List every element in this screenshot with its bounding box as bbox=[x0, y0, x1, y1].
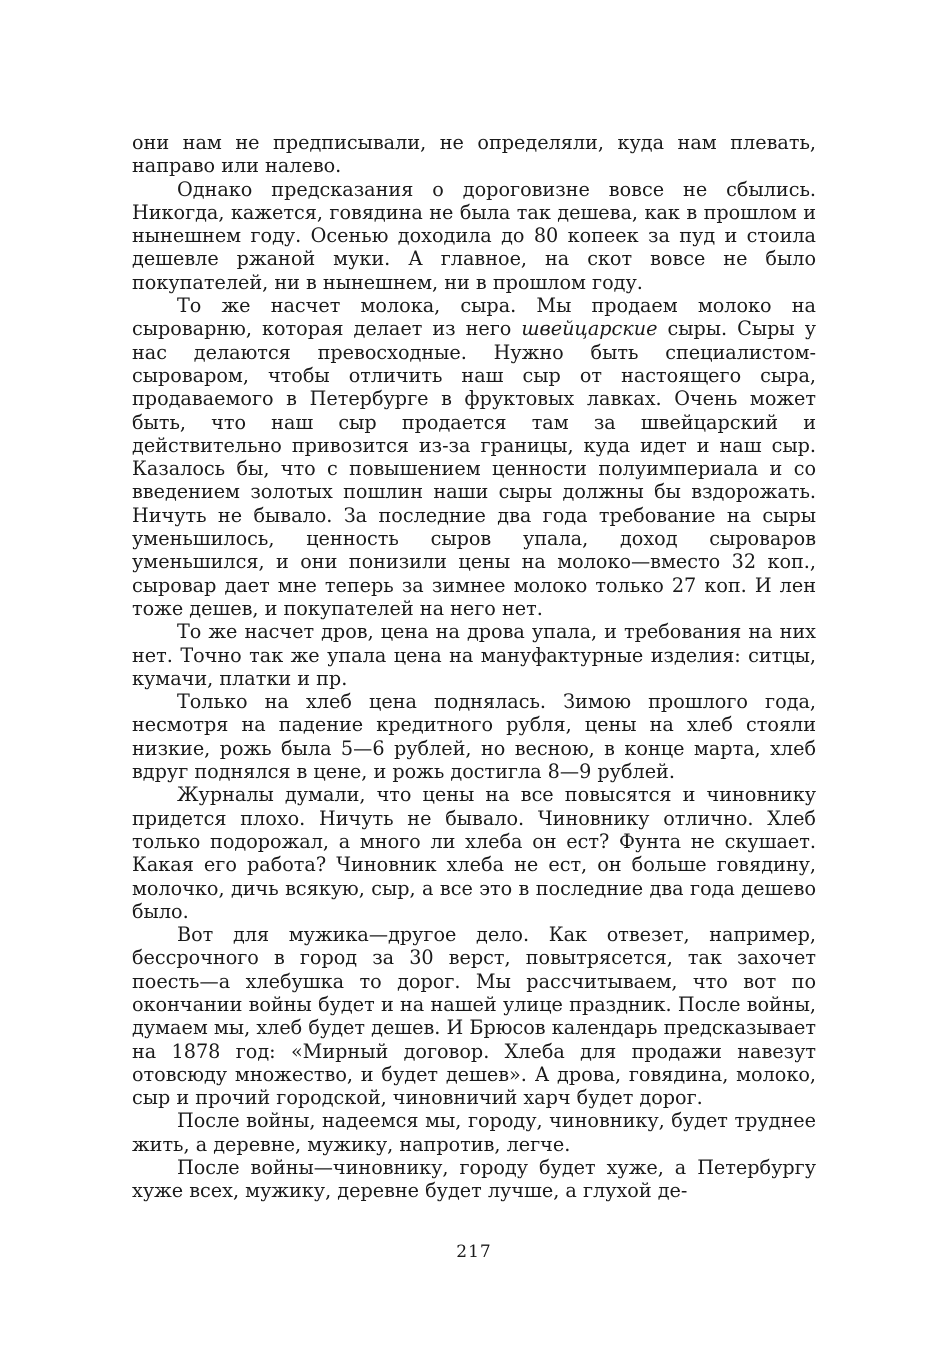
paragraph-2: Однако предсказания о дороговизне вовсе не сбылись. Никогда, кажется, говядина не была так дешева, как в прошлом и нынешнем году. Осенью доходила до 80 копеек за пуд и стоила дешевле ржаной муки. А главное, на скот вовсе не было покупателей, ни в нынешнем, ни в прошлом году. bbox=[132, 177, 816, 294]
paragraph-7: Вот для мужика—другое дело. Как отвезет, например, бессрочного в город за 30 верст, повытрясется, так захочет поесть—а хлебушка то дорог. Мы рассчитываем, что вот по окончании войны будет и на нашей улице праздник. После войны, думаем мы, хлеб будет дешев. И Брюсов календарь предсказывает на 1878 год: «Мирный договор. Хлеба для продажи навезут отовсюду множество, и будет дешев». А дрова, говядина, молоко, сыр и прочий городской, чиновничий харч будет дорог. bbox=[132, 923, 816, 1110]
page-number: 217 bbox=[456, 1242, 492, 1262]
paragraph-1: они нам не предписывали, не определяли, куда нам плевать, направо или налево. bbox=[132, 131, 816, 178]
paragraph-8: После войны, надеемся мы, городу, чиновнику, будет труднее жить, а деревне, мужику, напротив, легче. bbox=[132, 1109, 816, 1156]
paragraph-3-part-1: То же насчет молока, сыра. Мы продаем молоко на сыроварню, которая делает из него bbox=[132, 294, 816, 341]
paragraph-3 bbox=[132, 294, 816, 620]
paragraph-3-part-2: сыры. Сыры у нас делаются превосходные. Нужно быть специалистом-сыроваром, чтобы отличить наш сыр от настоящего сыра, продаваемого в Петербурге в фруктовых лавках. Очень может быть, что наш сыр продается там за швейцарский и действительно привозится из-за границы, куда идет и наш сыр. Казалось бы, что с повышением ценности полуимпериала и со введением золотых пошлин наши сыры должны бы вздорожать. Ничуть не бывало. За последние два года требование на сыры уменьшилось, ценность сыров упала, доход сыроваров уменьшился, и они понизили цены на молоко—вместо 32 коп., сыровар дает мне теперь за зимнее молоко только 27 коп. И лен тоже дешев, и покупателей на него нет. bbox=[132, 317, 816, 620]
body-text bbox=[132, 131, 816, 1203]
paragraph-9: После войны—чиновнику, городу будет хуже, а Петербургу хуже всех, мужику, деревне будет лучше, а глухой де- bbox=[132, 1156, 816, 1203]
paragraph-4: То же насчет дров, цена на дрова упала, и требования на них нет. Точно так же упала цена на мануфактурные изделия: ситцы, кумачи, платки и пр. bbox=[132, 620, 816, 690]
paragraph-6: Журналы думали, что цены на все повысятся и чиновнику придется плохо. Ничуть не бывало. Чиновнику отлично. Хлеб только подорожал, а много ли хлеба он ест? Фунта не скушает. Какая его работа? Чиновник хлеба не ест, он больше говядину, молочко, дичь всякую, сыр, а все это в последние два года дешево было. bbox=[132, 783, 816, 923]
paragraph-5: Только на хлеб цена поднялась. Зимою прошлого года, несмотря на падение кредитного рубля, цены на хлеб стояли низкие, рожь была 5—6 рублей, но весною, в конце марта, хлеб вдруг поднялся в цене, и рожь достигла 8—9 рублей. bbox=[132, 690, 816, 784]
italic-word-shveytsarskie: швейцарские bbox=[521, 317, 658, 341]
